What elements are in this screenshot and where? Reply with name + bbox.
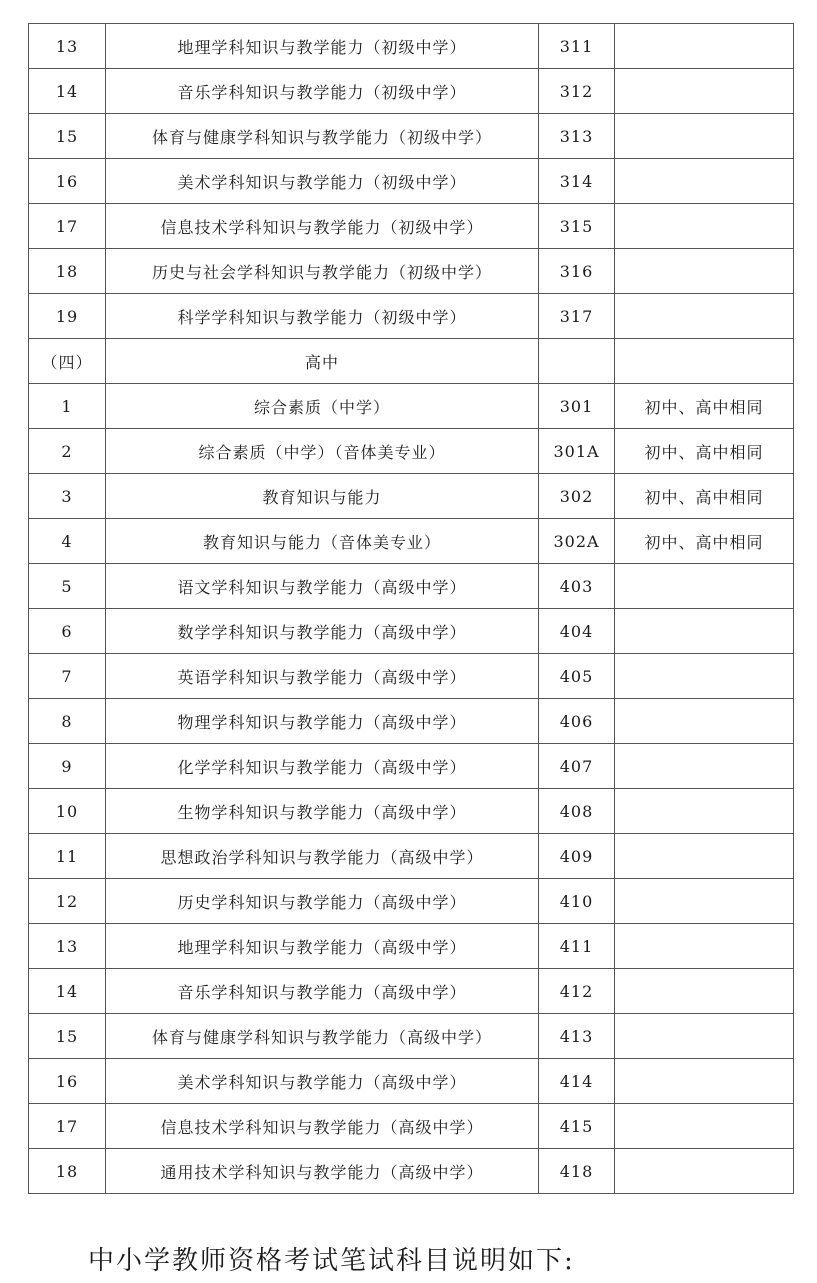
row-number: 2 (29, 429, 106, 474)
subject-name: 科学学科知识与教学能力（初级中学） (106, 294, 539, 339)
row-note (615, 294, 794, 339)
row-number: 10 (29, 789, 106, 834)
subject-code: 410 (539, 879, 615, 924)
table-row (29, 1059, 794, 1104)
subject-name: 高中 (106, 339, 539, 384)
table-row (29, 879, 794, 924)
subject-code: 407 (539, 744, 615, 789)
subject-code: 313 (539, 114, 615, 159)
row-note (615, 609, 794, 654)
row-number: 18 (29, 1149, 106, 1194)
table-row (29, 924, 794, 969)
row-note (615, 1014, 794, 1059)
row-note (615, 204, 794, 249)
table-row (29, 294, 794, 339)
row-number: 16 (29, 159, 106, 204)
row-number: 11 (29, 834, 106, 879)
table-row (29, 699, 794, 744)
row-note (615, 654, 794, 699)
row-number: 3 (29, 474, 106, 519)
subject-code: 409 (539, 834, 615, 879)
row-number: 14 (29, 69, 106, 114)
section-note: 中小学教师资格考试笔试科目说明如下: (88, 1246, 575, 1276)
table-row (29, 654, 794, 699)
subject-name: 地理学科知识与教学能力（初级中学） (106, 24, 539, 69)
table-row (29, 1104, 794, 1149)
row-number: 16 (29, 1059, 106, 1104)
subject-name: 信息技术学科知识与教学能力（高级中学） (106, 1104, 539, 1149)
subject-name: 信息技术学科知识与教学能力（初级中学） (106, 204, 539, 249)
subject-name: 物理学科知识与教学能力（高级中学） (106, 699, 539, 744)
row-number: 15 (29, 1014, 106, 1059)
table-row (29, 339, 794, 384)
subject-code: 302 (539, 474, 615, 519)
subject-code: 317 (539, 294, 615, 339)
row-note (615, 789, 794, 834)
subject-code: 418 (539, 1149, 615, 1194)
row-number: 13 (29, 24, 106, 69)
row-note (615, 564, 794, 609)
subject-name: 美术学科知识与教学能力（初级中学） (106, 159, 539, 204)
row-note (615, 699, 794, 744)
row-number: 7 (29, 654, 106, 699)
subject-code: 314 (539, 159, 615, 204)
row-number: 14 (29, 969, 106, 1014)
table-row (29, 519, 794, 564)
subject-name: 思想政治学科知识与教学能力（高级中学） (106, 834, 539, 879)
table-row (29, 24, 794, 69)
table-row (29, 474, 794, 519)
subject-code: 312 (539, 69, 615, 114)
subject-name: 教育知识与能力（音体美专业） (106, 519, 539, 564)
subject-code: 414 (539, 1059, 615, 1104)
row-note (615, 339, 794, 384)
row-number: 4 (29, 519, 106, 564)
table-row (29, 744, 794, 789)
subject-code: 302A (539, 519, 615, 564)
exam-subjects-table (28, 23, 794, 1194)
row-note (615, 24, 794, 69)
row-note: 初中、高中相同 (615, 519, 794, 564)
subject-name: 综合素质（中学）（音体美专业） (106, 429, 539, 474)
row-note (615, 744, 794, 789)
row-note (615, 249, 794, 294)
subject-name: 教育知识与能力 (106, 474, 539, 519)
subject-name: 美术学科知识与教学能力（高级中学） (106, 1059, 539, 1104)
subject-code: 403 (539, 564, 615, 609)
table-row (29, 969, 794, 1014)
subject-name: 生物学科知识与教学能力（高级中学） (106, 789, 539, 834)
subject-code: 408 (539, 789, 615, 834)
subject-name: 音乐学科知识与教学能力（高级中学） (106, 969, 539, 1014)
row-number: 12 (29, 879, 106, 924)
subject-code: 411 (539, 924, 615, 969)
subject-name: 体育与健康学科知识与教学能力（高级中学） (106, 1014, 539, 1059)
subject-name: 数学学科知识与教学能力（高级中学） (106, 609, 539, 654)
row-number: 5 (29, 564, 106, 609)
row-note (615, 969, 794, 1014)
row-note (615, 1059, 794, 1104)
row-note (615, 834, 794, 879)
subject-name: 体育与健康学科知识与教学能力（初级中学） (106, 114, 539, 159)
row-note (615, 1104, 794, 1149)
row-note: 初中、高中相同 (615, 429, 794, 474)
subject-name: 历史学科知识与教学能力（高级中学） (106, 879, 539, 924)
row-number: 18 (29, 249, 106, 294)
table-row (29, 204, 794, 249)
row-number: 17 (29, 204, 106, 249)
subject-code: 415 (539, 1104, 615, 1149)
row-number: 8 (29, 699, 106, 744)
table-row (29, 834, 794, 879)
subject-name: 历史与社会学科知识与教学能力（初级中学） (106, 249, 539, 294)
row-note (615, 879, 794, 924)
subject-code: 405 (539, 654, 615, 699)
row-number: 17 (29, 1104, 106, 1149)
table-row (29, 429, 794, 474)
subject-code: 316 (539, 249, 615, 294)
row-note: 初中、高中相同 (615, 384, 794, 429)
subject-code: 301A (539, 429, 615, 474)
subject-name: 英语学科知识与教学能力（高级中学） (106, 654, 539, 699)
subject-code: 413 (539, 1014, 615, 1059)
subject-code: 406 (539, 699, 615, 744)
subject-code: 301 (539, 384, 615, 429)
row-number: 1 (29, 384, 106, 429)
table-row (29, 249, 794, 294)
table-row (29, 159, 794, 204)
table-row (29, 1149, 794, 1194)
subject-code: 404 (539, 609, 615, 654)
row-note (615, 159, 794, 204)
table-row (29, 114, 794, 159)
row-number: 15 (29, 114, 106, 159)
row-number: 6 (29, 609, 106, 654)
table-row (29, 1014, 794, 1059)
subject-name: 地理学科知识与教学能力（高级中学） (106, 924, 539, 969)
subject-name: 音乐学科知识与教学能力（初级中学） (106, 69, 539, 114)
row-note (615, 1149, 794, 1194)
subject-name: 化学学科知识与教学能力（高级中学） (106, 744, 539, 789)
row-number: 13 (29, 924, 106, 969)
row-note (615, 114, 794, 159)
table-row (29, 789, 794, 834)
row-note (615, 69, 794, 114)
subject-code: 412 (539, 969, 615, 1014)
subject-code: 311 (539, 24, 615, 69)
table-body (29, 24, 794, 1194)
subject-code (539, 339, 615, 384)
table-row (29, 384, 794, 429)
row-note: 初中、高中相同 (615, 474, 794, 519)
row-number: 9 (29, 744, 106, 789)
row-note (615, 924, 794, 969)
subject-code: 315 (539, 204, 615, 249)
row-number: （四） (29, 339, 106, 384)
table-row (29, 69, 794, 114)
subject-name: 语文学科知识与教学能力（高级中学） (106, 564, 539, 609)
subject-name: 通用技术学科知识与教学能力（高级中学） (106, 1149, 539, 1194)
table-row (29, 609, 794, 654)
table-row (29, 564, 794, 609)
subject-name: 综合素质（中学） (106, 384, 539, 429)
row-number: 19 (29, 294, 106, 339)
